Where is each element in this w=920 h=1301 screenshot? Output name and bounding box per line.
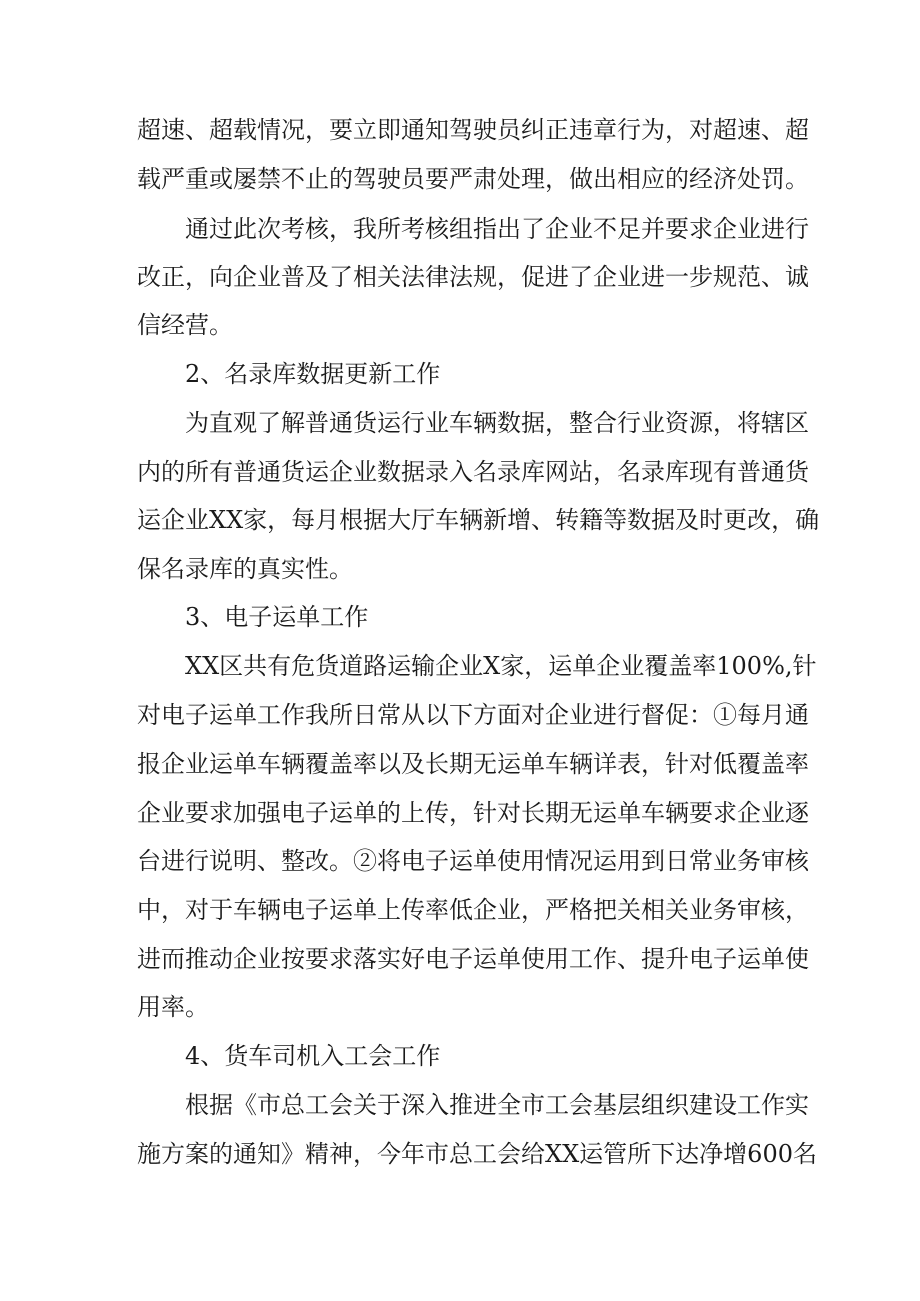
paragraph-start-line: 通过此次考核，我所考核组指出了企业不足并要求企业进行 — [185, 215, 809, 243]
text-line: 载严重或屡禁不止的驾驶员要严肃处理，做出相应的经济处罚。 — [137, 165, 809, 193]
paragraph-start-line: 为直观了解普通货运行业车辆数据，整合行业资源，将辖区 — [185, 409, 809, 437]
section-heading: 4、货车司机入工会工作 — [185, 1042, 441, 1070]
text-line: 中，对于车辆电子运单上传率低企业，严格把关相关业务审核， — [137, 896, 809, 924]
text-line: 运企业XX家，每月根据大厅车辆新增、转籍等数据及时更改，确 — [137, 506, 820, 534]
text-line: 改正，向企业普及了相关法律法规，促进了企业进一步规范、诚 — [137, 263, 809, 291]
text-line: 对电子运单工作我所日常从以下方面对企业进行督促：①每月通 — [137, 701, 809, 729]
text-line: 施方案的通知》精神，今年市总工会给XX运管所下达净增600名 — [137, 1140, 817, 1168]
text-line: 进而推动企业按要求落实好电子运单使用工作、提升电子运单使 — [137, 945, 809, 973]
text-line: 超速、超载情况，要立即通知驾驶员纠正违章行为，对超速、超 — [137, 116, 809, 144]
text-line: 内的所有普通货运企业数据录入名录库网站，名录库现有普通货 — [137, 458, 809, 486]
paragraph-end-line: 信经营。 — [137, 311, 233, 339]
paragraph-end-line: 保名录库的真实性。 — [137, 555, 353, 583]
text-line: 企业要求加强电子运单的上传，针对长期无运单车辆要求企业逐 — [137, 799, 809, 827]
section-heading: 3、电子运单工作 — [185, 603, 369, 631]
paragraph-end-line: 用率。 — [137, 993, 209, 1021]
paragraph-start-line: 根据《市总工会关于深入推进全市工会基层组织建设工作实 — [185, 1091, 809, 1119]
text-line: 台进行说明、整改。②将电子运单使用情况运用到日常业务审核 — [137, 847, 809, 875]
text-line: 报企业运单车辆覆盖率以及长期无运单车辆详表，针对低覆盖率 — [137, 750, 809, 778]
section-heading: 2、名录库数据更新工作 — [185, 360, 441, 388]
paragraph-start-line: XX区共有危货道路运输企业X家，运单企业覆盖率100%,针 — [185, 652, 817, 680]
